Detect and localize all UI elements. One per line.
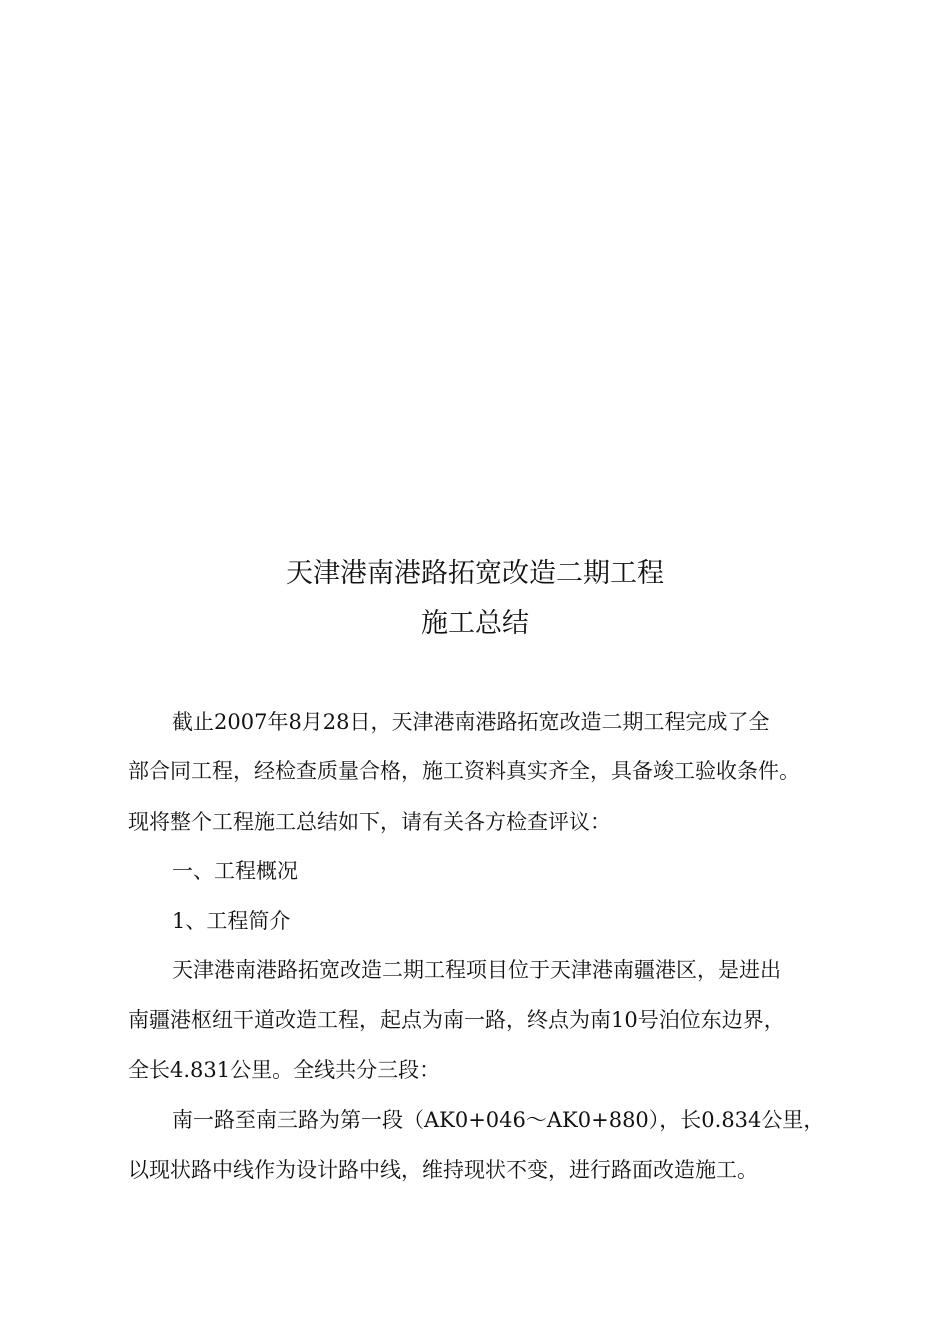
paragraph-1-line-1: 截止2007年8月28日，天津港南港路拓宽改造二期工程完成了全 [172,710,770,734]
paragraph-2-line-2: 南疆港枢纽干道改造工程，起点为南一路，终点为南10号泊位东边界， [128,1008,785,1032]
paragraph-2-line-3: 全长4.831公里。全线共分三段： [128,1058,441,1082]
paragraph-3-line-1: 南一路至南三路为第一段（AK0+046～AK0+880），长0.834公里， [172,1108,825,1132]
document-subtitle: 施工总结 [421,608,529,639]
section-heading: 一、工程概况 [172,859,298,883]
paragraph-3-line-2: 以现状路中线作为设计路中线，维持现状不变，进行路面改造施工。 [128,1158,758,1182]
paragraph-1-line-2: 部合同工程，经检查质量合格，施工资料真实齐全，具备竣工验收条件。 [128,759,800,783]
paragraph-1-line-3: 现将整个工程施工总结如下，请有关各方检查评议： [128,810,611,834]
paragraph-2-line-1: 天津港南港路拓宽改造二期工程项目位于天津港南疆港区，是进出 [172,958,781,982]
document-title: 天津港南港路拓宽改造二期工程 [286,558,664,589]
subsection-heading: 1、工程简介 [172,909,291,933]
